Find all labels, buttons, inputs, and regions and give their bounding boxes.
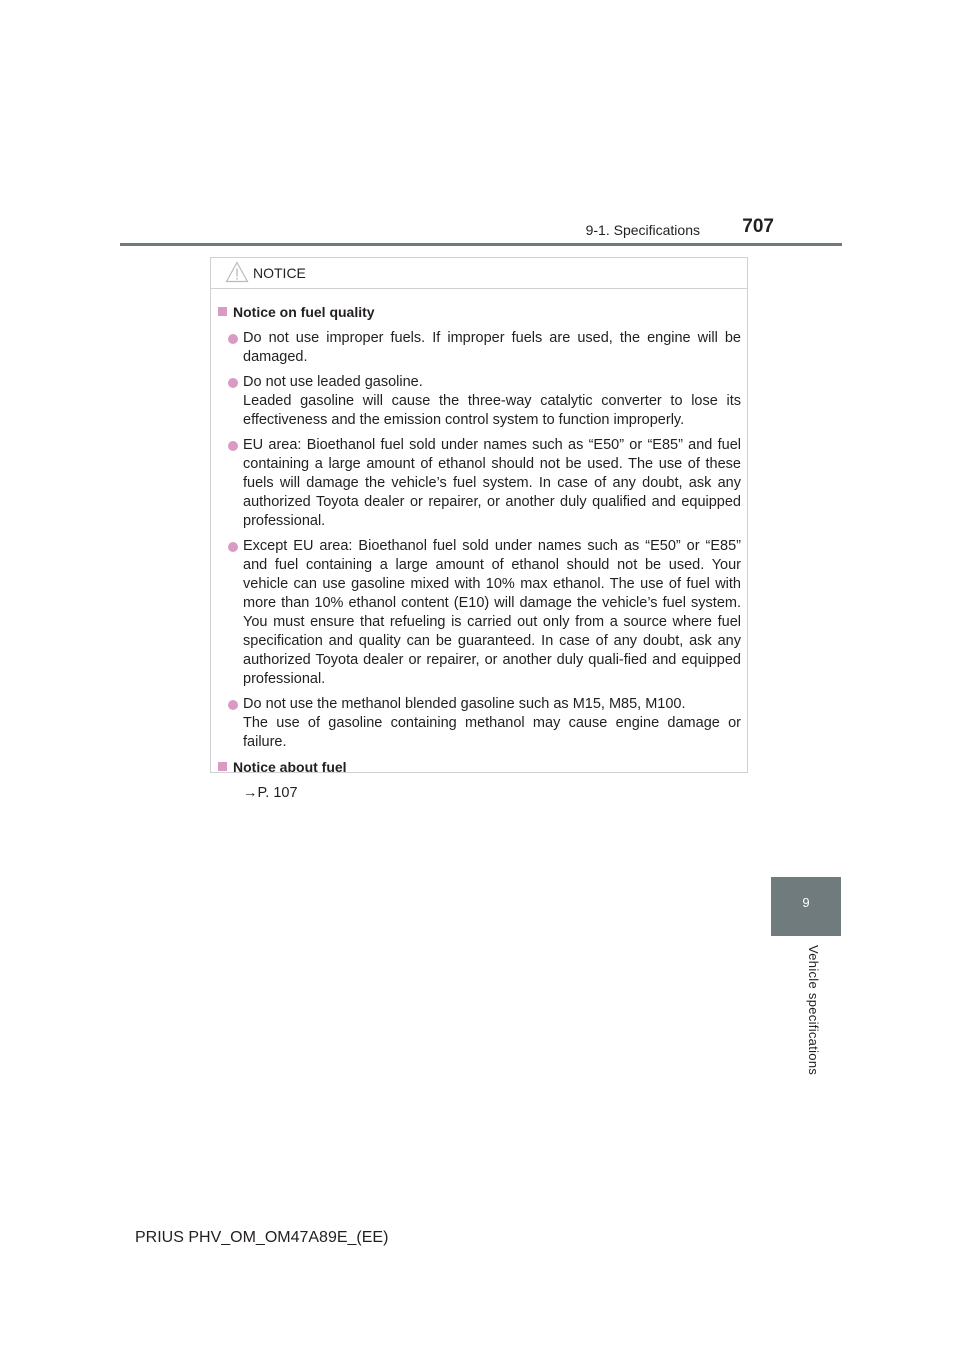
item-text: Do not use leaded gasoline. bbox=[243, 374, 423, 390]
item-text: EU area: Bioethanol fuel sold under names such as “E50” or “E85” and fuel containing a large amount of ethanol should not be used. The use of these fuels will damage the vehicle’s fuel system. In case of any doubt, ask any authorized Toyota dealer or repairer, or another duly qualified and equipped professional. bbox=[243, 437, 741, 529]
section-title: 9-1. Specifications bbox=[585, 222, 700, 238]
list-item bbox=[216, 373, 741, 430]
bullet-dot-icon bbox=[228, 542, 238, 552]
item-text: The use of gasoline containing methanol may cause engine damage or failure. bbox=[243, 715, 741, 750]
bullet-dot-icon bbox=[228, 441, 238, 451]
square-bullet-icon bbox=[218, 307, 227, 316]
notice-body bbox=[211, 289, 747, 803]
chapter-label: Vehicle specifications bbox=[806, 945, 821, 1076]
chapter-tab bbox=[771, 877, 841, 936]
notice-label: NOTICE bbox=[253, 265, 306, 281]
square-bullet-icon bbox=[218, 762, 227, 771]
warning-triangle-icon bbox=[225, 261, 249, 288]
bullet-dot-icon bbox=[228, 700, 238, 710]
item-text: Do not use the methanol blended gasoline such as M15, M85, M100. bbox=[243, 696, 686, 712]
footer-doc-code: PRIUS PHV_OM_OM47A89E_(EE) bbox=[135, 1229, 389, 1246]
about-fuel-heading: Notice about fuel bbox=[216, 758, 741, 777]
item-text: Leaded gasoline will cause the three-way catalytic converter to lose its effectiveness and the emission control system to function improperly. bbox=[243, 393, 741, 428]
header-rule bbox=[120, 243, 842, 246]
item-text: Do not use improper fuels. If improper fuels are used, the engine will be damaged. bbox=[243, 330, 741, 365]
fuel-quality-heading: Notice on fuel quality bbox=[216, 303, 741, 322]
notice-header bbox=[211, 258, 747, 289]
bullet-dot-icon bbox=[228, 334, 238, 344]
bullet-dot-icon bbox=[228, 378, 238, 388]
list-item bbox=[216, 436, 741, 531]
chapter-number: 9 bbox=[802, 895, 810, 910]
list-item bbox=[216, 537, 741, 689]
item-text: Except EU area: Bioethanol fuel sold under names such as “E50” or “E85” and fuel containing a large amount of ethanol should not be used. Your vehicle can use gasoline mixed with 10% max ethanol. The use of fuel with more than 10% ethanol content (E10) will damage the vehicle’s fuel system. You must ensure that refueling is carried out only from a source where fuel specification and quality can be guaranteed. In case of any doubt, ask any authorized Toyota dealer or repairer, or another duly quali-fied and equipped professional. bbox=[243, 538, 741, 687]
page-header bbox=[120, 212, 842, 248]
page-reference-link[interactable]: →P. 107 bbox=[243, 785, 298, 801]
list-item bbox=[216, 695, 741, 752]
notice-box bbox=[210, 257, 748, 801]
list-item bbox=[216, 329, 741, 367]
page-number: 707 bbox=[742, 216, 774, 237]
